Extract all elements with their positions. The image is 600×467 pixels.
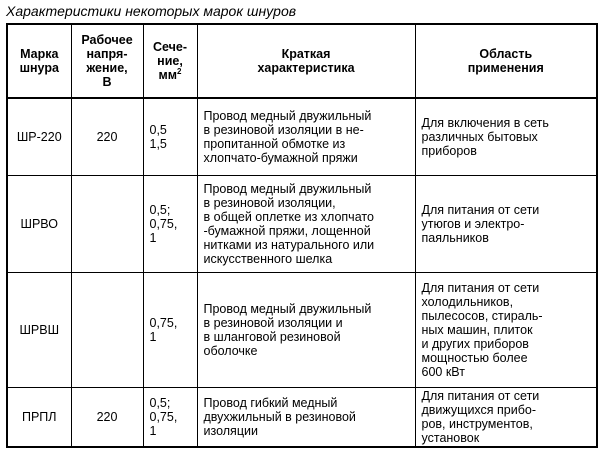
cell-section: 0,5; 0,75, 1 — [143, 388, 197, 448]
header-section — [143, 24, 197, 98]
header-description: Краткая характеристика — [197, 24, 415, 98]
table-row — [7, 388, 597, 448]
cell-voltage — [71, 273, 143, 388]
cell-section: 0,5 1,5 — [143, 98, 197, 176]
header-application: Область применения — [415, 24, 597, 98]
cell-section: 0,5; 0,75, 1 — [143, 176, 197, 273]
cord-specs-table — [6, 23, 598, 448]
cell-mark: ШР-220 — [7, 98, 71, 176]
cell-mark: ПРПЛ — [7, 388, 71, 448]
cell-voltage: 220 — [71, 388, 143, 448]
table-header-row — [7, 24, 597, 98]
cell-description: Провод медный двужильный в резиновой изоляции и в шланговой резиновой оболочке — [197, 273, 415, 388]
cell-mark: ШРВШ — [7, 273, 71, 388]
cell-voltage — [71, 176, 143, 273]
cell-description: Провод гибкий медный двухжильный в резиновой изоляции — [197, 388, 415, 448]
cell-description: Провод медный двужильный в резиновой изоляции, в общей оплетке из хлопчато -бумажной пряжи, лощенной нитками из натурального или искусственного шелка — [197, 176, 415, 273]
cell-application: Для питания от сети утюгов и электро- паяльников — [415, 176, 597, 273]
cell-description: Провод медный двужильный в резиновой изоляции в не- пропитанной обмотке из хлопчато-бумажной пряжи — [197, 98, 415, 176]
cell-voltage: 220 — [71, 98, 143, 176]
header-section-text: Сече- ние, мм — [152, 40, 188, 82]
cell-application: Для питания от сети движущихся прибо- ров, инструментов, установок — [415, 388, 597, 448]
header-section-sup: 2 — [177, 66, 182, 76]
table-caption: Характеристики некоторых марок шнуров — [6, 3, 297, 19]
table-row — [7, 273, 597, 388]
table-row — [7, 176, 597, 273]
cell-application: Для включения в сеть различных бытовых приборов — [415, 98, 597, 176]
table-row — [7, 98, 597, 176]
cell-application: Для питания от сети холодильников, пылесосов, стираль- ных машин, плиток и других приборов мощностью более 600 кВт — [415, 273, 597, 388]
cell-mark: ШРВО — [7, 176, 71, 273]
header-voltage: Рабочее напря- жение, В — [71, 24, 143, 98]
cell-section: 0,75, 1 — [143, 273, 197, 388]
header-mark: Марка шнура — [7, 24, 71, 98]
